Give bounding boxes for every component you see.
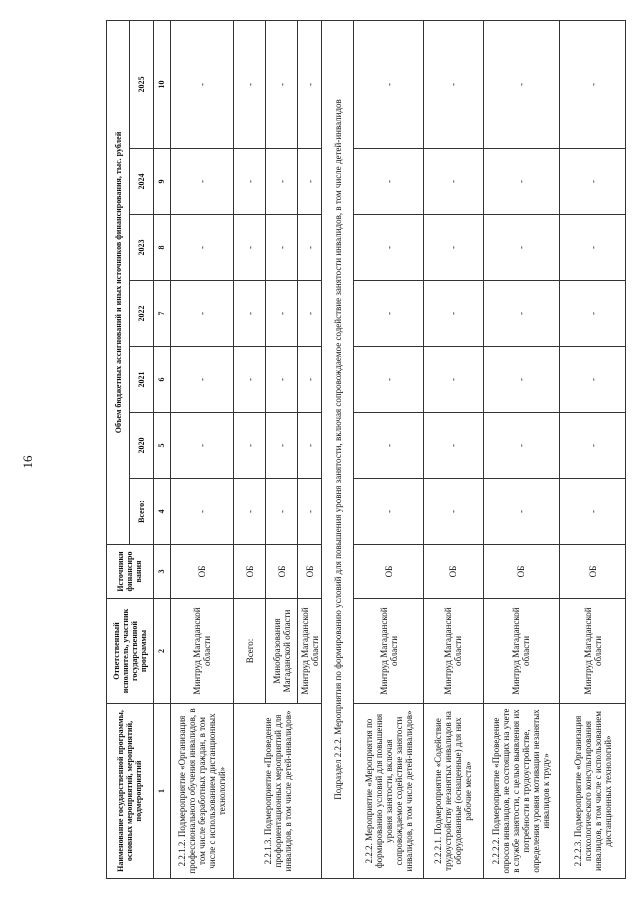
value-cell: - bbox=[266, 413, 298, 479]
header-executor: Ответственный исполнитель, участник государственной программы bbox=[107, 599, 154, 704]
row-source: ОБ bbox=[483, 545, 559, 599]
column-number: 5 bbox=[153, 413, 170, 479]
row-source: ОБ bbox=[297, 545, 321, 599]
header-year: Всего: bbox=[130, 479, 153, 545]
column-number: 6 bbox=[153, 347, 170, 413]
rotated-page bbox=[72, 0, 640, 905]
value-cell: - bbox=[483, 347, 559, 413]
table-row bbox=[560, 20, 626, 878]
column-number: 4 bbox=[153, 479, 170, 545]
header-year: 2024 bbox=[130, 149, 153, 215]
program-table bbox=[106, 20, 626, 879]
value-cell: - bbox=[483, 413, 559, 479]
value-cell: - bbox=[483, 149, 559, 215]
value-cell: - bbox=[560, 479, 626, 545]
value-cell: - bbox=[424, 281, 483, 347]
column-number: 10 bbox=[153, 20, 170, 148]
value-cell: - bbox=[266, 347, 298, 413]
header-funding-group: Объем бюджетных ассигнований и иных источников финансирования, тыс. рублей bbox=[107, 20, 130, 544]
value-cell: - bbox=[297, 149, 321, 215]
value-cell: - bbox=[483, 281, 559, 347]
row-executor: Минтруд Магаданской области bbox=[354, 599, 424, 704]
header-source: Источники финансиро вания bbox=[107, 545, 154, 599]
row-executor: Минтруд Магаданской области bbox=[560, 599, 626, 704]
column-number: 9 bbox=[153, 149, 170, 215]
value-cell: - bbox=[354, 215, 424, 281]
value-cell: - bbox=[234, 281, 266, 347]
value-cell: - bbox=[354, 149, 424, 215]
value-cell: - bbox=[297, 281, 321, 347]
header-year: 2021 bbox=[130, 347, 153, 413]
row-executor: Минтруд Магаданской области bbox=[170, 599, 234, 704]
row-source: ОБ bbox=[424, 545, 483, 599]
header-name: Наименование государственной программы, основных мероприятий, мероприятий, подмероприятий bbox=[107, 704, 154, 879]
value-cell: - bbox=[266, 281, 298, 347]
value-cell: - bbox=[297, 347, 321, 413]
value-cell: - bbox=[234, 149, 266, 215]
column-number-row bbox=[153, 20, 170, 878]
value-cell: - bbox=[424, 479, 483, 545]
column-number: 2 bbox=[153, 599, 170, 704]
value-cell: - bbox=[424, 149, 483, 215]
table-row bbox=[354, 20, 424, 878]
value-cell: - bbox=[560, 20, 626, 148]
row-name: 2.2.1.3. Подмероприятие «Проведение профориентационных мероприятий для инвалидов, в том числе детей-инвалидов» bbox=[234, 704, 322, 879]
value-cell: - bbox=[170, 413, 234, 479]
value-cell: - bbox=[424, 413, 483, 479]
value-cell: - bbox=[170, 20, 234, 148]
value-cell: - bbox=[266, 149, 298, 215]
row-source: ОБ bbox=[560, 545, 626, 599]
value-cell: - bbox=[234, 215, 266, 281]
header-year: 2023 bbox=[130, 215, 153, 281]
column-number: 1 bbox=[153, 704, 170, 879]
row-executor: Минобразования Магаданской области bbox=[266, 599, 298, 704]
table-row bbox=[170, 20, 234, 878]
value-cell: - bbox=[354, 20, 424, 148]
table-row bbox=[483, 20, 559, 878]
row-source: ОБ bbox=[234, 545, 266, 599]
row-name: 2.2.2. Мероприятие «Мероприятия по формированию условий для повышения уровня занятости, включая сопровождаемое содействие занятости инвалидов, в том числе детей-инвалидов» bbox=[354, 704, 424, 879]
value-cell: - bbox=[483, 215, 559, 281]
row-source: ОБ bbox=[170, 545, 234, 599]
row-executor: Минтруд Магаданской области bbox=[483, 599, 559, 704]
table-row bbox=[234, 20, 266, 878]
value-cell: - bbox=[234, 347, 266, 413]
value-cell: - bbox=[297, 479, 321, 545]
row-name: 2.2.1.2. Подмероприятие «Организация профессионального обучения инвалидов, в том числе безработных граждан, в том числе с использованием дистанционных технологий» bbox=[170, 704, 234, 879]
row-executor: Всего: bbox=[234, 599, 266, 704]
row-name: 2.2.2.2. Подмероприятие «Проведение опросов инвалидов, не состоящих на учете в службе занятости, с целью выявления их потребности в трудоустройстве, определения уровня мотивации незанятых инвалидов к труду» bbox=[483, 704, 559, 879]
value-cell: - bbox=[170, 215, 234, 281]
value-cell: - bbox=[234, 479, 266, 545]
value-cell: - bbox=[424, 20, 483, 148]
header-year: 2025 bbox=[130, 20, 153, 148]
value-cell: - bbox=[234, 20, 266, 148]
value-cell: - bbox=[483, 479, 559, 545]
column-number: 8 bbox=[153, 215, 170, 281]
value-cell: - bbox=[560, 413, 626, 479]
value-cell: - bbox=[170, 479, 234, 545]
row-executor: Минтруд Магаданской области bbox=[297, 599, 321, 704]
row-name: 2.2.2.1. Подмероприятие «Содействие трудоустройству незанятых инвалидов на оборудованные (оснащенные) для них рабочие места» bbox=[424, 704, 483, 879]
value-cell: - bbox=[297, 20, 321, 148]
subsection-row bbox=[322, 20, 354, 878]
value-cell: - bbox=[354, 281, 424, 347]
value-cell: - bbox=[170, 149, 234, 215]
page-number: 16 bbox=[20, 455, 35, 469]
value-cell: - bbox=[424, 347, 483, 413]
column-number: 7 bbox=[153, 281, 170, 347]
value-cell: - bbox=[297, 413, 321, 479]
row-source: ОБ bbox=[354, 545, 424, 599]
value-cell: - bbox=[266, 479, 298, 545]
value-cell: - bbox=[354, 413, 424, 479]
value-cell: - bbox=[560, 149, 626, 215]
header-year: 2020 bbox=[130, 413, 153, 479]
header-row-1 bbox=[107, 20, 130, 878]
header-year: 2022 bbox=[130, 281, 153, 347]
row-executor: Минтруд Магаданской области bbox=[424, 599, 483, 704]
value-cell: - bbox=[354, 347, 424, 413]
value-cell: - bbox=[266, 215, 298, 281]
value-cell: - bbox=[560, 347, 626, 413]
table-row bbox=[424, 20, 483, 878]
value-cell: - bbox=[170, 281, 234, 347]
column-number: 3 bbox=[153, 545, 170, 599]
value-cell: - bbox=[354, 479, 424, 545]
value-cell: - bbox=[266, 20, 298, 148]
value-cell: - bbox=[483, 20, 559, 148]
value-cell: - bbox=[170, 347, 234, 413]
row-source: ОБ bbox=[266, 545, 298, 599]
subsection-title: Подраздел 2.2.2. Мероприятия по формированию условий для повышения уровня занятости, включая сопровождаемое содействие занятости инвалидов, в том числе детей-инвалидов bbox=[322, 20, 354, 878]
value-cell: - bbox=[560, 281, 626, 347]
value-cell: - bbox=[234, 413, 266, 479]
value-cell: - bbox=[560, 215, 626, 281]
value-cell: - bbox=[424, 215, 483, 281]
row-name: 2.2.2.3. Подмероприятие «Организация психологического консультирования инвалидов, в том числе с использованием дистанционных технологий» bbox=[560, 704, 626, 879]
value-cell: - bbox=[297, 215, 321, 281]
